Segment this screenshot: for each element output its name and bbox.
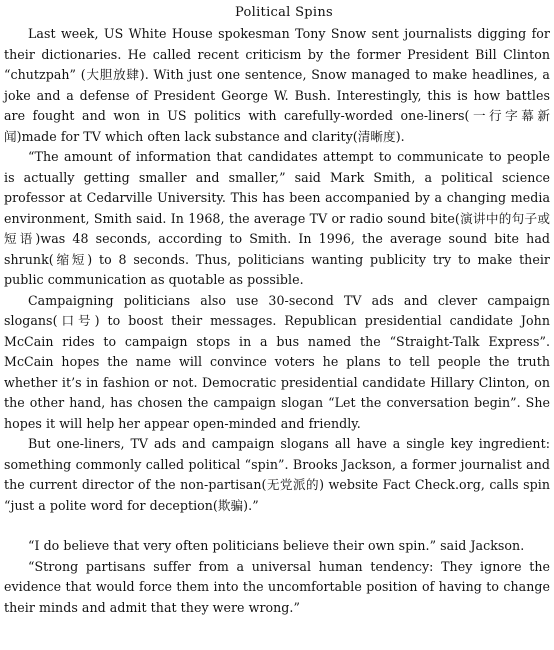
paragraph-1: Last week, US White House spokesman Tony Snow sent journalists digging for their dictionaries. He called recent criticism by the former President Bill Clinton “chutzpah” (大胆放肆). With just one sentence, Snow managed to make headlines, a joke and a defense of President George W. Bush. Interestingly, this is how battles are fought and won in US politics with carefully-worded one-liners(一行字幕新闻)made for TV which often lack substance and clarity(清晰度). <box>4 26 550 144</box>
paragraph-3: Campaigning politicians also use 30-second TV ads and clever campaign slogans(口号) to boost their messages. Republican presidential candidate John McCain rides to campaign stops in a bus named the “Straight-Talk Express”. McCain hopes the name will convince voters he plans to tell people the truth whether it’s in fashion or not. Democratic presidential candidate Hillary Clinton, on the other hand, has chosen the campaign slogan “Let the conversation begin”. She hopes it will help her appear open-minded and friendly. <box>4 292 550 431</box>
paragraph-gap <box>4 516 550 536</box>
document <box>4 2 550 648</box>
paragraph-6: “Strong partisans suffer from a universal human tendency: They ignore the evidence that would force them into the uncomfortable position of having to change their minds and admit that they were wrong.” <box>4 558 550 615</box>
paragraph-4: But one-liners, TV ads and campaign slogans all have a single key ingredient: something commonly called political “spin”. Brooks Jackson, a former journalist and the current director of the non-partisan(无党派的) website Fact Check.org, calls spin “just a polite word for deception(欺骗).” <box>4 436 550 513</box>
document-title: Political Spins <box>235 5 333 20</box>
paragraph-5: “I do believe that very often politicians believe their own spin.” said Jackson. <box>28 538 525 553</box>
paragraph-2: “The amount of information that candidates attempt to communicate to people is actually getting smaller and smaller,” said Mark Smith, a political science professor at Cedarville University. This has been accompanied by a changing media environment, Smith said. In 1968, the average TV or radio sound bite(演讲中的句子或短语)was 48 seconds, according to Smith. In 1996, the average sound bite had shrunk(缩短) to 8 seconds. Thus, politicians wanting publicity try to make their public communication as quotable as possible. <box>4 149 550 287</box>
